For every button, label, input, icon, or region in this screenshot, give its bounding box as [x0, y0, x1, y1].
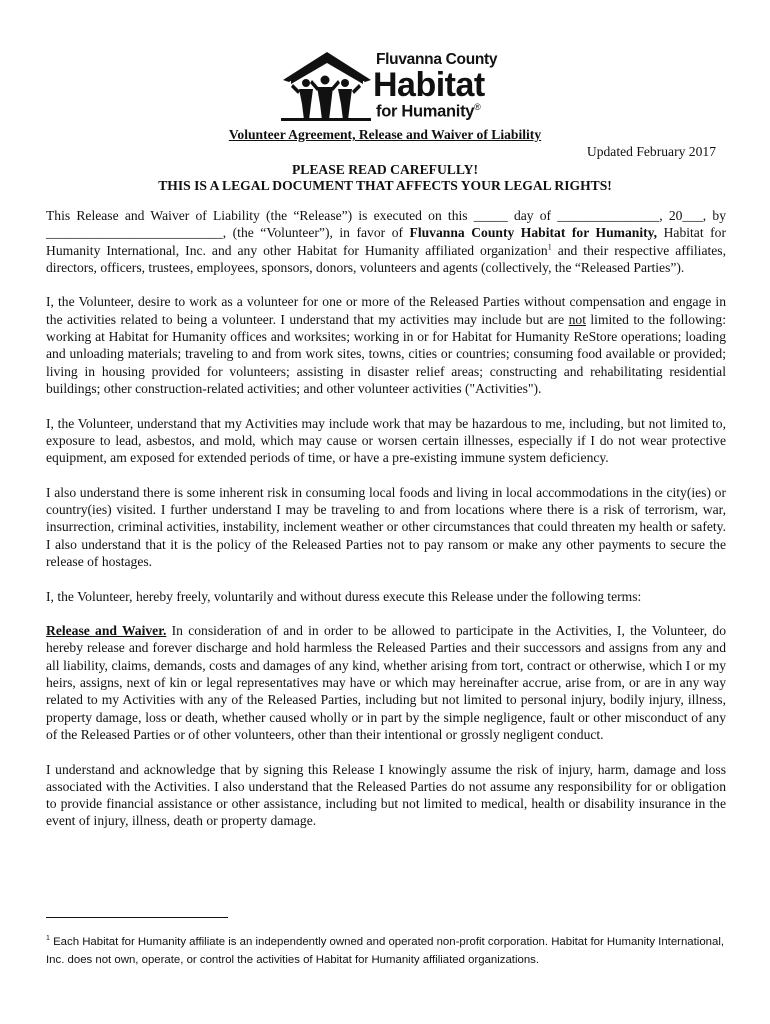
notice-read-carefully: PLEASE READ CAREFULLY! — [291, 162, 479, 177]
habitat-logo — [281, 50, 511, 122]
document-title: Volunteer Agreement, Release and Waiver of Liability — [228, 127, 542, 142]
release-waiver-paragraph — [46, 622, 726, 743]
registered-mark: ® — [474, 102, 481, 112]
release-waiver-text: In consideration of and in order to be allowed to participate in the Activities, I, the Volunteer, do hereby release and forever discharge and hold harmless the Released Parties and their successors and assigns from any and all liability, claims, demands, costs and damages of any kind, whether arising from tort, contract or otherwise, which I or my heirs, assigns, next of kin or legal representatives may have or which may hereinafter accrue, arise from, or are in any way related to my Activities with any of the Released Parties, including but not limited to personal injury, bodily injury, illness, property damage, loss or death, whether caused wholly or in part by the simple negligence, fault or other misconduct of any of the Released Parties or of other volunteers, other than their intentional or grossly negligent conduct. — [46, 623, 727, 742]
footnote — [46, 930, 726, 969]
intro-text-c: and their respective affiliates, directors, officers, trustees, employees, sponsors, donors, volunteers and agents (collectively, the “Released Parties”). — [46, 242, 726, 275]
footnote-ref: 1 — [547, 242, 552, 252]
activities-text-b: limited to the following: working at Habitat for Humanity offices and worksites; working in or for Habitat for Humanity ReStore operations; loading and unloading materials; traveling to and from work sites, towns, cities or countries; consuming food available or provided; living in housing provided for volunteers; assisting in disaster relief areas; constructing and rehabilitating residential buildings; other construction-related activities; and other volunteer activities ("Activities"). — [46, 311, 726, 396]
release-waiver-heading: Release and Waiver. — [46, 623, 167, 639]
logo-county-text: Fluvanna County — [376, 51, 498, 68]
logo-humanity-label: for Humanity — [376, 102, 475, 121]
hazards-paragraph: I, the Volunteer, understand that my Activities may include work that may be hazardous to me, including, but not limited to, exposure to lead, asbestos, and mold, which may cause or worsen certain illnesses, especially if I do not wear protective equipment, am exposed for extended periods of time, or have a pre-existing immune system deficiency. — [46, 415, 726, 466]
activities-paragraph — [46, 293, 726, 397]
footnote-divider — [46, 917, 228, 918]
footnote-number: 1 — [46, 935, 50, 942]
acknowledge-paragraph: I understand and acknowledge that by signing this Release I knowingly assume the risk of injury, harm, damage and loss associated with the Activities. I also understand that the Released Parties do not assume any responsibility for or obligation to provide financial assistance or other assistance, including but not limited to medical, health or disability insurance in the event of injury, illness, death or property damage. — [46, 761, 726, 829]
document-body — [46, 207, 726, 847]
footnote-text: Each Habitat for Humanity affiliate is an independently owned and operated non-profit corporation. Habitat for Humanity International, Inc. does not own, operate, or control the activities of Habitat for Humanity affiliated organizations. — [46, 935, 725, 966]
organization-name: Fluvanna County Habitat for Humanity, — [409, 225, 658, 241]
intro-paragraph — [46, 207, 726, 276]
risk-paragraph: I also understand there is some inherent risk in consuming local foods and living in local accommodations in the city(ies) or country(ies) visited. I further understand I may be traveling to and from locations where there is a risk of terrorism, war, insurrection, criminal activities, instability, inclement weather or other circumstances that could threaten my health or safety. I also understand that it is the policy of the Released Parties not to pay ransom or make any other payments to secure the release of hostages. — [46, 484, 726, 569]
terms-paragraph: I, the Volunteer, hereby freely, voluntarily and without duress execute this Release under the following terms: — [46, 588, 642, 604]
logo-habitat-text: Habitat — [373, 66, 485, 104]
activities-text-a: I, the Volunteer, desire to work as a volunteer for one or more of the Released Parties without compensation and engage in the activities related to being a volunteer. I understand that my activities may include but are — [46, 294, 726, 327]
intro-text-b: Habitat for Humanity International, Inc. and any other Habitat for Humanity affiliated organization — [46, 225, 726, 258]
house-people-logo-icon — [281, 50, 373, 122]
updated-date: Updated February 2017 — [586, 144, 716, 159]
intro-text-a: This Release and Waiver of Liability (the “Release”) is executed on this _____ day of _______________, 20___, by __________________________, (the “Volunteer”), in favor of — [46, 208, 726, 241]
not-underlined: not — [568, 311, 586, 327]
notice-legal-document: THIS IS A LEGAL DOCUMENT THAT AFFECTS YOUR LEGAL RIGHTS! — [158, 178, 612, 193]
logo-humanity-text — [376, 102, 481, 122]
